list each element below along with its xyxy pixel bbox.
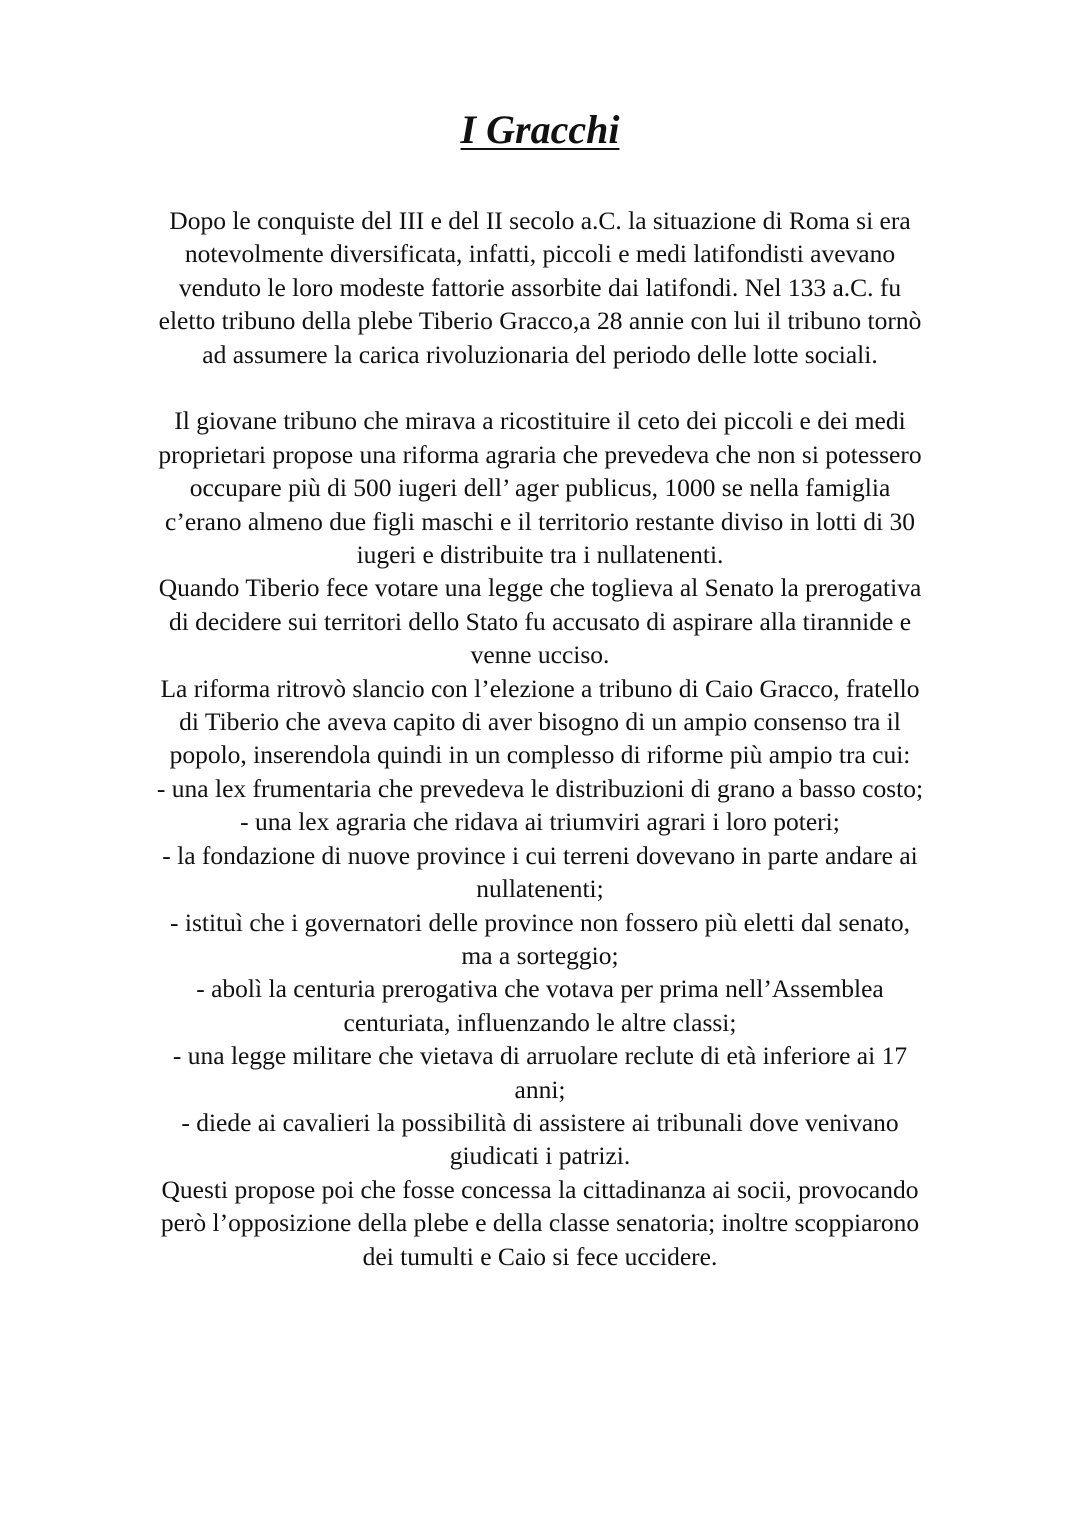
paragraph-tiberio-reform <box>90 404 990 571</box>
paragraph-tiberio-death <box>90 571 990 671</box>
text-line: anni; <box>514 1074 566 1104</box>
text-line: - una lex agraria che ridava ai triumviri agrari i loro poteri; <box>240 807 840 837</box>
text-line: eletto tribuno della plebe Tiberio Gracco,a 28 annie con lui il tribuno tornò <box>158 306 922 336</box>
text-line: però l’opposizione della plebe e della classe senatoria; inoltre scoppiarono <box>160 1208 920 1238</box>
text-line: - la fondazione di nuove province i cui terreni dovevano in parte andare ai <box>162 840 918 870</box>
text-line: nullatenenti; <box>476 874 604 904</box>
paragraph-conclusion <box>90 1173 990 1273</box>
page-title: I Gracchi <box>460 107 620 152</box>
text-line: notevolmente diversificata, infatti, piccoli e medi latifondisti avevano <box>184 239 896 269</box>
text-line: - diede ai cavalieri la possibilità di assistere ai tribunali dove venivano <box>181 1107 899 1137</box>
text-line: centuriata, influenzando le altre classi; <box>343 1007 737 1037</box>
text-line: - una legge militare che vietava di arruolare reclute di età inferiore ai 17 <box>172 1041 908 1071</box>
reform-item-governatori <box>90 906 990 973</box>
text-line: proprietari propose una riforma agraria che prevedeva che non si potessero <box>158 439 922 469</box>
text-line: Quando Tiberio fece votare una legge che toglieva al Senato la prerogativa <box>158 573 922 603</box>
reform-item-province <box>90 839 990 906</box>
document-body <box>90 204 990 1273</box>
text-line: ma a sorteggio; <box>461 940 619 970</box>
text-line: c’erano almeno due figli maschi e il territorio restante diviso in lotti di 30 <box>165 506 915 536</box>
text-line: giudicati i patrizi. <box>449 1141 631 1171</box>
text-line: dei tumulti e Caio si fece uccidere. <box>362 1241 718 1271</box>
text-line: popolo, inserendola quindi in un complesso di riforme più ampio tra cui: <box>169 740 911 770</box>
text-line: - istituì che i governatori delle province non fossero più eletti dal senato, <box>170 907 910 937</box>
reform-item-lex-agraria <box>90 805 990 838</box>
text-line: iugeri e distribuite tra i nullatenenti. <box>356 540 724 570</box>
text-line: venduto le loro modeste fattorie assorbite dai latifondi. Nel 133 a.C. fu <box>178 272 902 302</box>
text-line: venne ucciso. <box>470 640 610 670</box>
text-line: ad assumere la carica rivoluzionaria del periodo delle lotte sociali. <box>202 339 878 369</box>
text-line: Questi propose poi che fosse concessa la cittadinanza ai socii, provocando <box>161 1174 919 1204</box>
text-line: di Tiberio che aveva capito di aver bisogno di un ampio consenso tra il <box>179 707 901 737</box>
paragraph-caio-intro <box>90 672 990 772</box>
paragraph-intro <box>90 204 990 371</box>
reform-item-centuria <box>90 972 990 1039</box>
reform-item-cavalieri <box>90 1106 990 1173</box>
reform-item-legge-militare <box>90 1039 990 1106</box>
reform-item-lex-frumentaria <box>90 772 990 805</box>
text-line: Il giovane tribuno che mirava a ricostituire il ceto dei piccoli e dei medi <box>174 406 906 436</box>
paragraph-spacer <box>90 371 990 404</box>
text-line: di decidere sui territori dello Stato fu accusato di aspirare alla tirannide e <box>168 606 912 636</box>
text-line: - una lex frumentaria che prevedeva le distribuzioni di grano a basso costo; <box>156 773 924 803</box>
text-line: - abolì la centuria prerogativa che votava per prima nell’Assemblea <box>196 974 884 1004</box>
text-line: La riforma ritrovò slancio con l’elezione a tribuno di Caio Gracco, fratello <box>160 673 920 703</box>
text-line: Dopo le conquiste del III e del II secolo a.C. la situazione di Roma si era <box>169 206 911 235</box>
text-line: occupare più di 500 iugeri dell’ ager publicus, 1000 se nella famiglia <box>189 473 891 503</box>
